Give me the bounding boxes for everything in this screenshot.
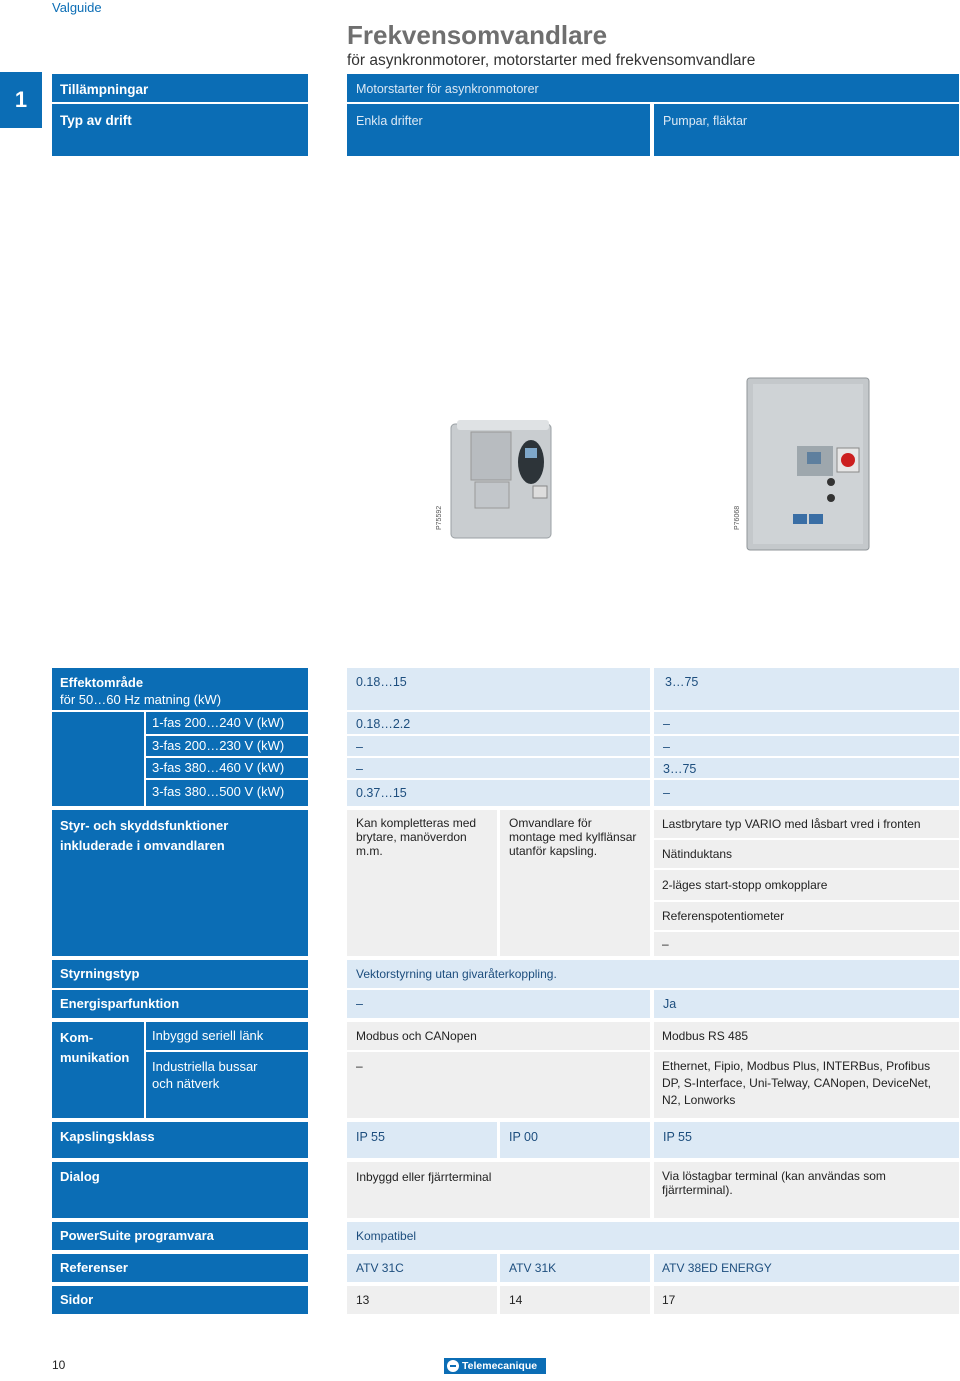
effekt-label: Effektområde: [60, 675, 144, 690]
effekt-sub-1-col1-text: 0.18…2.2: [356, 717, 411, 731]
typ-av-drift-label: Typ av drift: [60, 113, 132, 128]
typ-av-drift-col1: [347, 104, 650, 156]
referenser-label: Referenser: [60, 1260, 128, 1275]
image-code-left: P75592: [436, 505, 443, 530]
effekt-sub-3-col1-text: –: [356, 762, 363, 776]
effekt-sub-4-label-text: 3-fas 380…500 V (kW): [152, 784, 285, 799]
kommunikation-sub1-col1: [347, 1022, 650, 1050]
energi-col1-text: –: [356, 997, 363, 1011]
kommunikation-sub1-label: [146, 1022, 308, 1050]
kommunikation-sub1-col1-text: Modbus och CANopen: [356, 1029, 477, 1043]
row-label-referenser: [52, 1254, 308, 1282]
styr-col2-item-5: [654, 932, 959, 956]
row-label-typ-av-drift: [52, 104, 308, 156]
sidor-label: Sidor: [60, 1292, 94, 1307]
kapsling-col1a-text: IP 55: [356, 1130, 385, 1144]
effekt-sub-2-col1: [347, 736, 650, 756]
row-label-powersuite: [52, 1222, 308, 1250]
row-label-styrningstyp: [52, 960, 308, 988]
dialog-col2-text: Via löstagbar terminal (kan användas som fjärrterminal).: [662, 1169, 886, 1197]
styr-col2-item-1-text: Lastbrytare typ VARIO med låsbart vred i fronten: [662, 817, 921, 831]
kommunikation-sub1-col2-text: Modbus RS 485: [662, 1029, 749, 1043]
page-title: Frekvensomvandlare: [347, 20, 608, 50]
styr-col2-item-3: [654, 870, 959, 900]
row-label-kapsling: [52, 1122, 308, 1158]
kapsling-col2: [654, 1122, 959, 1158]
kommunikation-sub2-label-line2: och nätverk: [152, 1076, 220, 1091]
drive-atv31-icon: [449, 418, 557, 542]
sidor-col1b: [500, 1286, 650, 1314]
kommunikation-sub1-col2: [654, 1022, 959, 1050]
kommunikation-sub1-label-text: Inbyggd seriell länk: [152, 1028, 264, 1043]
effekt-col1: [347, 668, 650, 710]
styr-label-line1: Styr- och skyddsfunktioner: [60, 818, 229, 833]
energi-col2: [654, 990, 959, 1018]
kommunikation-label-line2: munikation: [60, 1050, 130, 1065]
styr-col2-item-2: [654, 840, 959, 868]
effekt-sub-4-col2-text: –: [663, 786, 670, 800]
styr-col2-item-4: [654, 902, 959, 930]
styr-col1a-text: Kan kompletteras med brytare, manöverdon m.m.: [356, 816, 477, 858]
effekt-sublabel: för 50…60 Hz matning (kW): [60, 692, 222, 707]
dialog-col2: [654, 1162, 959, 1218]
powersuite-label: PowerSuite programvara: [60, 1228, 214, 1243]
styr-col2-item-3-text: 2-läges start-stopp omkopplare: [662, 878, 828, 892]
effekt-sub-2-col2: [654, 736, 959, 756]
row-label-sidor: [52, 1286, 308, 1314]
kommunikation-sub2-label-line1: Industriella bussar: [152, 1059, 258, 1074]
typ-av-drift-col2-text: Pumpar, fläktar: [663, 114, 748, 128]
effekt-sub-4-col1: [347, 780, 650, 806]
effekt-sub-1-col2: [654, 712, 959, 734]
dialog-label: Dialog: [60, 1169, 100, 1184]
product-image-atv31: [449, 418, 557, 542]
energi-col2-text: Ja: [663, 997, 677, 1011]
sidor-col1b-text: 14: [509, 1293, 523, 1307]
styr-col1b: [500, 810, 650, 956]
energi-col1: [347, 990, 650, 1018]
product-image-atv38: [745, 374, 873, 552]
kommunikation-label-line1: Kom-: [60, 1030, 94, 1045]
effekt-sub-1-label-text: 1-fas 200…240 V (kW): [152, 715, 285, 730]
kapsling-col1b: [500, 1122, 650, 1158]
styrningstyp-value: [347, 960, 959, 988]
kommunikation-sub2-col1-text: –: [356, 1059, 363, 1073]
effekt-sub-1-col1: [347, 712, 650, 734]
kapsling-col1a: [347, 1122, 497, 1158]
sidor-col1a-text: 13: [356, 1293, 370, 1307]
typ-av-drift-col2: [654, 104, 959, 156]
styrningstyp-label: Styrningstyp: [60, 966, 140, 981]
styr-col2-item-1: [654, 810, 959, 838]
referenser-col2-text: ATV 38ED ENERGY: [662, 1261, 772, 1275]
effekt-side-block: [52, 712, 144, 806]
referenser-col1b: [500, 1254, 650, 1282]
effekt-sub-3-col2-text: 3…75: [663, 762, 697, 776]
page-subtitle: för asynkronmotorer, motorstarter med frekvensomvandlare: [347, 52, 756, 69]
sidor-col2-text: 17: [662, 1293, 676, 1307]
kommunikation-sub2-label: [146, 1052, 308, 1118]
effekt-sub-3-label-text: 3-fas 380…460 V (kW): [152, 760, 285, 775]
row-label-tillampningar: [52, 74, 308, 102]
effekt-col2: [654, 668, 959, 710]
effekt-sub-4-col1-text: 0.37…15: [356, 786, 407, 800]
styr-col2-item-2-text: Nätinduktans: [662, 847, 733, 861]
row-label-kommunikation: [52, 1022, 144, 1118]
effekt-sub-3-label: [146, 758, 308, 778]
effekt-sub-2-col1-text: –: [356, 740, 363, 754]
effekt-col1-text: 0.18…15: [356, 675, 407, 689]
powersuite-value: [347, 1222, 959, 1250]
kommunikation-sub2-col2-text: Ethernet, Fipio, Modbus Plus, INTERBus, Profibus DP, S-Interface, Uni-Telway, CANopen, DeviceNet, N2, Lonworks: [662, 1059, 931, 1107]
kapsling-col2-text: IP 55: [663, 1130, 692, 1144]
image-code-right: P76068: [734, 505, 741, 530]
tillampningar-value: [347, 74, 959, 102]
effekt-sub-1-label: [146, 712, 308, 734]
row-label-styr: [52, 810, 308, 956]
page-number: 10: [52, 1358, 66, 1372]
tillampningar-label: Tillämpningar: [60, 82, 149, 97]
styr-col2-item-4-text: Referenspotentiometer: [662, 909, 785, 923]
kapsling-label: Kapslingsklass: [60, 1129, 155, 1144]
sidor-col2: [654, 1286, 959, 1314]
referenser-col1b-text: ATV 31K: [509, 1261, 557, 1275]
styr-col1a: [347, 810, 497, 956]
row-label-dialog: [52, 1162, 308, 1218]
kommunikation-sub2-col2: [654, 1052, 959, 1118]
referenser-col1a: [347, 1254, 497, 1282]
brand-logo-icon: [447, 1360, 459, 1372]
typ-av-drift-col1-text: Enkla drifter: [356, 114, 423, 128]
effekt-sub-3-col1: [347, 758, 650, 778]
kapsling-col1b-text: IP 00: [509, 1130, 538, 1144]
kommunikation-sub2-col1: [347, 1052, 650, 1118]
product-image-code-right: [734, 506, 741, 530]
product-image-code-left: [436, 506, 443, 530]
dialog-col1-text: Inbyggd eller fjärrterminal: [356, 1170, 492, 1184]
effekt-sub-2-label-text: 3-fas 200…230 V (kW): [152, 738, 285, 753]
styr-col1b-text: Omvandlare för montage med kylflänsar utanför kapsling.: [509, 816, 637, 858]
effekt-sub-1-col2-text: –: [663, 717, 670, 731]
energi-label: Energisparfunktion: [60, 996, 180, 1011]
referenser-col1a-text: ATV 31C: [356, 1261, 404, 1275]
styr-label-line2: inkluderade i omvandlaren: [60, 838, 225, 853]
styr-col2-item-5-text: –: [662, 937, 669, 951]
guide-label: Valguide: [52, 0, 102, 15]
sidor-col1a: [347, 1286, 497, 1314]
effekt-sub-4-col2: [654, 780, 959, 806]
row-label-effekt: [52, 668, 308, 710]
powersuite-value-text: Kompatibel: [356, 1229, 417, 1243]
dialog-col1: [347, 1162, 650, 1218]
section-tab-number: 1: [0, 72, 42, 128]
tillampningar-value-text: Motorstarter för asynkronmotorer: [356, 82, 539, 96]
styrningstyp-value-text: Vektorstyrning utan givaråterkoppling.: [356, 967, 557, 981]
effekt-sub-3-col2: [654, 758, 959, 778]
referenser-col2: [654, 1254, 959, 1282]
effekt-sub-4-label: [146, 780, 308, 806]
effekt-sub-2-col2-text: –: [663, 740, 670, 754]
enclosure-atv38-icon: [745, 374, 873, 552]
effekt-sub-2-label: [146, 736, 308, 756]
effekt-col2-text: 3…75: [665, 675, 699, 689]
row-label-energi: [52, 990, 308, 1018]
brand-logo: Telemecanique: [444, 1358, 546, 1374]
